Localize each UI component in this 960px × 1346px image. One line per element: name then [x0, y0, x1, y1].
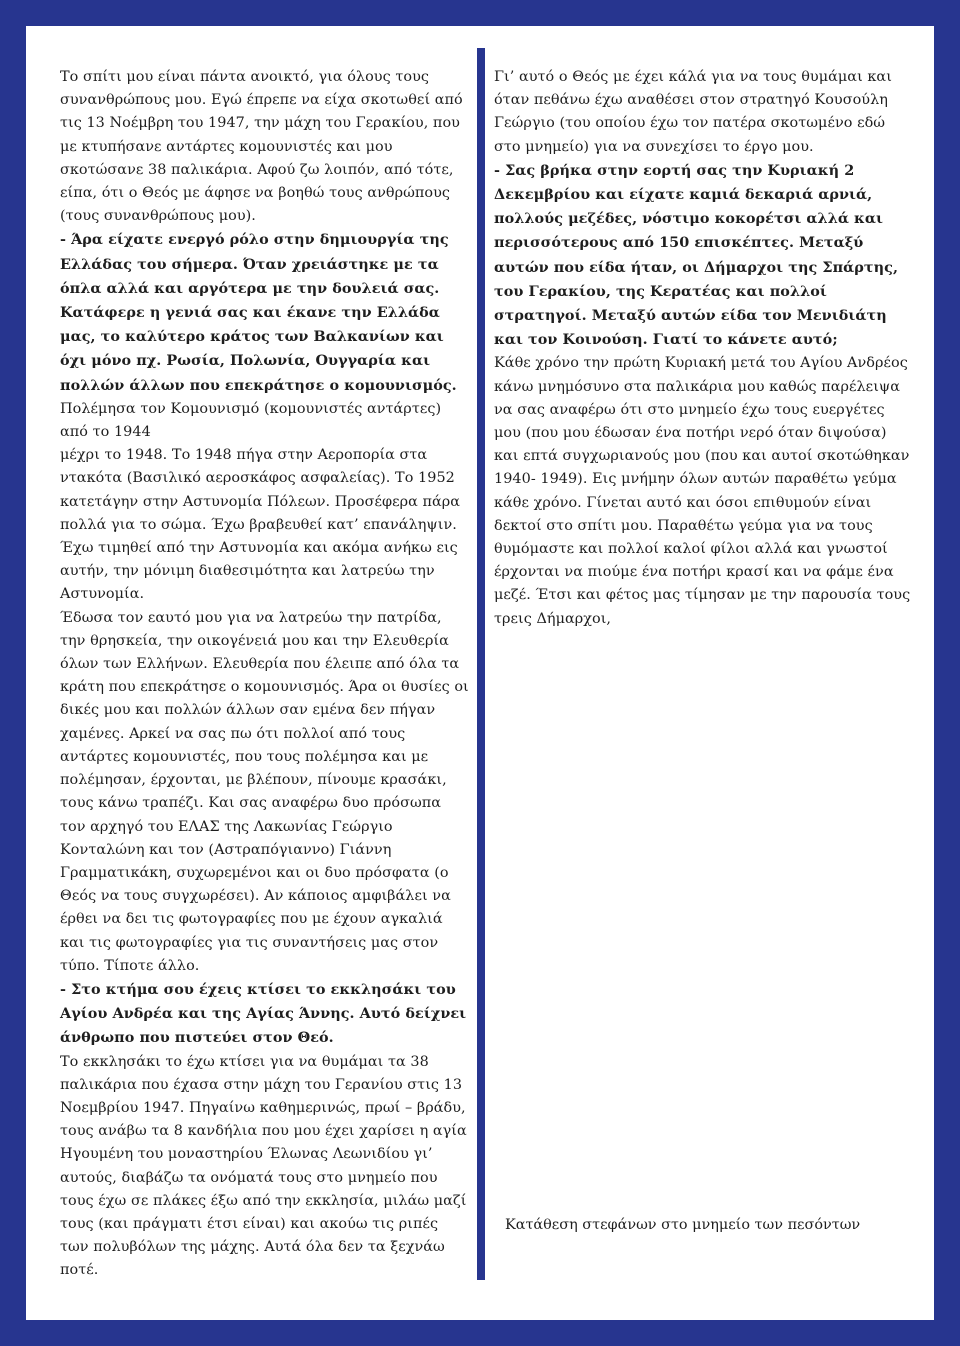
left-column	[60, 66, 470, 1283]
paragraph: Το σπίτι μου είναι πάντα ανοικτό, για όλους τους συνανθρώπους μου. Εγώ έπρεπε να είχα σκοτωθεί από τις 13 Νοέμβρη του 1947, την μάχη του Γερακίου, που με κτυπήσανε αντάρτες κομουνιστές και μου σκοτώσανε 38 παλικάρια. Αφού ζω λοιπόν, από τότε, είπα, ότι ο Θεός με άφησε να βοηθώ τους ανθρώπους (τους συνανθρώπους μου).	[60, 69, 463, 225]
question-paragraph: - Σας βρήκα στην εορτή σας την Κυριακή 2 Δεκεμβρίου και είχατε καμιά δεκαριά αρνιά, πολλούς μεζέδες, νόστιμο κοκορέτσι αλλά και περισσότερους από 150 επισκέπτες. Μεταξύ αυτών που είδα ήταν, οι Δήμαρχοι της Σπάρτης, του Γερακίου, της Κερατέας και πολλοί στρατηγοί. Μεταξύ αυτών είδα τον Μενιδιάτη και τον Κοινούση. Γιατί το κάνετε αυτό;	[494, 161, 899, 349]
paragraph: Πολέμησα τον Κομουνισμό (κομουνιστές αντάρτες) από το 1944	[60, 400, 442, 441]
question-paragraph: - Άρα είχατε ενεργό ρόλο στην δημιουργία της Ελλάδας του σήμερα. Όταν χρειάστηκε με τα όπλα αλλά και αργότερα με την δουλειά σας. Κατάφερε η γενιά σας και έκανε την Ελλάδα μας, το καλύτερο κράτος των Βαλκανίων και όχι μόνο πχ. Ρωσία, Πολωνία, Ουγγαρία και πολλών άλλων που επεκράτησε ο κομουνισμός.	[60, 231, 457, 394]
paragraph: Έδωσα τον εαυτό μου για να λατρεύω την πατρίδα, την θρησκεία, την οικογένειά μου και την Ελευθερία όλων των Ελλήνων. Ελευθερία που έλειπε από όλα τα κράτη που επεκράτησε ο κομουνισμός. Άρα οι θυσίες οι δικές μου και πολλών άλλων σαν εμένα δεν πήγαν χαμένες. Αρκεί να σας πω ότι πολλοί από τους αντάρτες κομουνιστές, που τους πολέμησα και με πολέμησαν, έρχονται, με βλέπουν, πίνουμε κρασάκι, τους κάνω τραπέζι. Και σας αναφέρω δυο πρόσωπα τον αρχηγό του ΕΛΑΣ της Λακωνίας Γεώργιο Κονταλώνη και τον (Αστραπόγιαννο) Γιάννη Γραμματικάκη, συχωρεμένοι και οι δυο πρόσφατα (ο Θεός να τους συγχωρέσει). Αν κάποιος αμφιβάλει να έρθει να δει τις φωτογραφίες που με έχουν αγκαλιά και τις φωτογραφίες για τις συναντήσεις μας στον τύπο. Τίποτε άλλο.	[60, 609, 469, 974]
right-column	[494, 66, 912, 631]
paragraph: μέχρι το 1948. Το 1948 πήγα στην Αεροπορία στα ντακότα (Βασιλικό αεροσκάφος ασφαλείας). Το 1952 κατετάγην στην Αστυνομία Πόλεων. Προσέφερα πάρα πολλά για το σώμα. Έχω βραβευθεί κατ’ επανάληψιν. Έχω τιμηθεί από την Αστυνομία και ακόμα ανήκω εις αυτήν, την μόνιμη διαθεσιμότητα και λατρεύω την Αστυνομία.	[60, 447, 461, 603]
photo-caption: Κατάθεση στεφάνων στο μνημείο των πεσόντων	[505, 1217, 861, 1233]
paragraph: Το εκκλησάκι το έχω κτίσει για να θυμάμαι τα 38 παλικάρια που έχασα στην μάχη του Γερανίου στις 13 Νοεμβρίου 1947. Πηγαίνω καθημερινώς, πρωί – βράδυ, τους ανάβω τα 8 κανδήλια που μου έχει χαρίσει η αγία Ηγουμένη του μοναστηρίου Έλωνας Λεωνιδίου γι’ αυτούς, διαβάζω τα ονόματά τους στο μνημείο που τους έχω σε πλάκες έξω από την εκκλησία, μιλάω μαζί τους (και πράγματι έτσι είναι) και ακούω τις ριπές των πολυβόλων της μάχης. Αυτά όλα δεν τα ξεχνάω ποτέ.	[60, 1053, 467, 1279]
frame-right-border	[934, 0, 960, 1346]
frame-bottom-border	[0, 1320, 960, 1346]
frame-left-border	[0, 0, 26, 1346]
frame-top-border	[0, 0, 960, 26]
question-paragraph: - Στο κτήμα σου έχεις κτίσει το εκκλησάκι του Αγίου Ανδρέα και της Αγίας Άννης. Αυτό δείχνει άνθρωπο που πιστεύει στον Θεό.	[60, 980, 467, 1047]
column-divider	[477, 48, 485, 1280]
paragraph: Γι’ αυτό ο Θεός με έχει κάλά για να τους θυμάμαι και όταν πεθάνω έχω αναθέσει στον στρατηγό Κουσούλη Γεώργιο (του οποίου έχω τον πατέρα σκοτωμένο εδώ στο μνημείο) για να συνεχίσει το έργο μου.	[494, 69, 892, 155]
paragraph: Κάθε χρόνο την πρώτη Κυριακή μετά του Αγίου Ανδρέος κάνω μνημόσυνο στα παλικάρια μου καθώς παρέλειψα να σας αναφέρω ότι στο μνημείο έχω τους ευεργέτες μου (που μου έδωσαν ένα ποτήρι νερό όταν διψούσα) και επτά συγχωριανούς μου (που και αυτοί σκοτώθηκαν 1940- 1949). Εις μνήμην όλων αυτών παραθέτω γεύμα κάθε χρόνο. Γίνεται αυτό και όσοι επιθυμούν είναι δεκτοί στο σπίτι μου. Παραθέτω γεύμα για να τους θυμόμαστε και πολλοί καλοί φίλοι αλλά και γνωστοί έρχονται να πιούμε ένα ποτήρι κρασί και να φάμε ένα μεζέ. Έτσι και φέτος μας τίμησαν με την παρουσία τους τρεις Δήμαρχοι,	[494, 355, 911, 627]
